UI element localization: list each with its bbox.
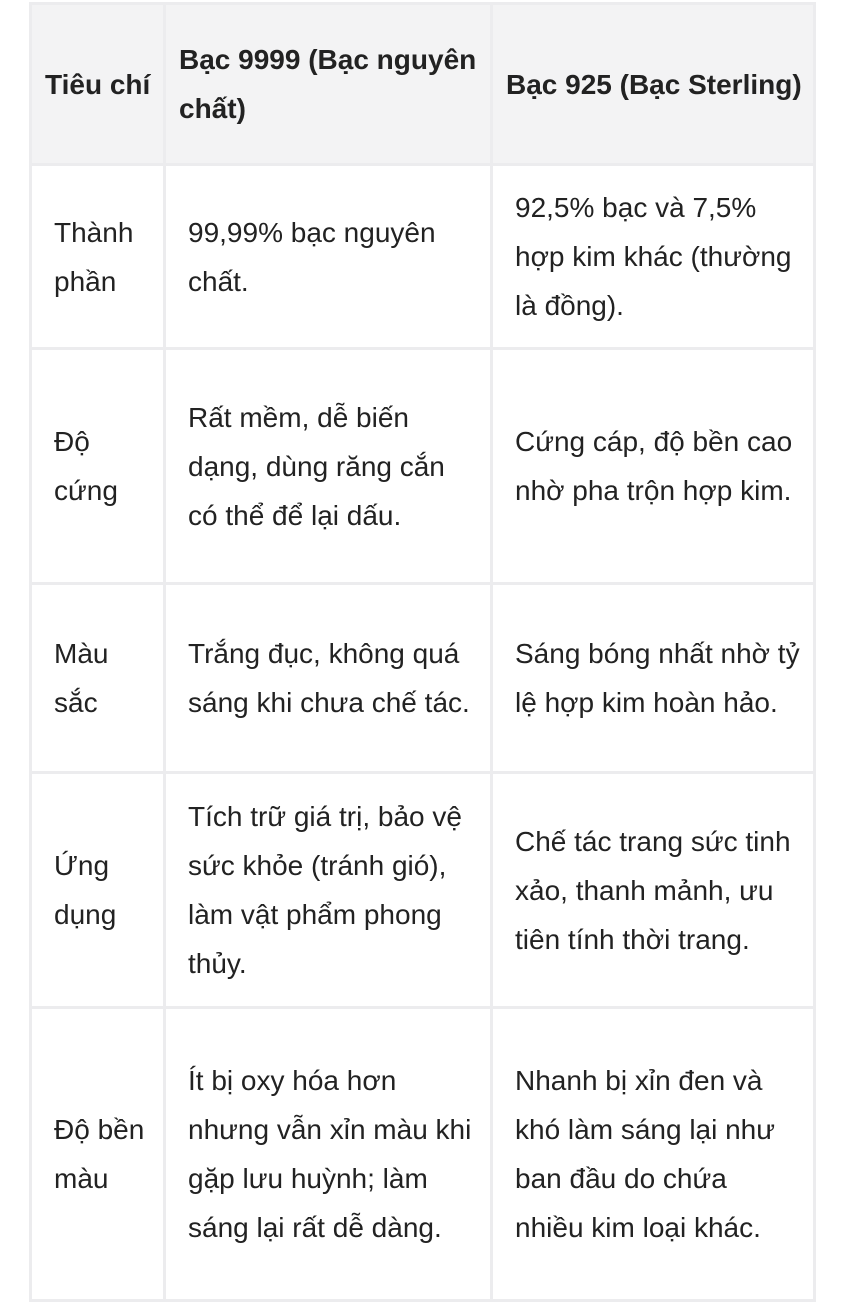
silver-925-cell: Cứng cáp, độ bền cao nhờ pha trộn hợp kim. — [492, 349, 815, 584]
silver-925-cell: Sáng bóng nhất nhờ tỷ lệ hợp kim hoàn hảo. — [492, 584, 815, 773]
silver-9999-cell: Tích trữ giá trị, bảo vệ sức khỏe (tránh gió), làm vật phẩm phong thủy. — [165, 773, 492, 1008]
criterion-cell: Độ cứng — [31, 349, 165, 584]
table-row — [31, 773, 815, 1008]
table-row — [31, 165, 815, 349]
silver-9999-cell: Rất mềm, dễ biến dạng, dùng răng cắn có thể để lại dấu. — [165, 349, 492, 584]
criterion-cell: Thành phần — [31, 165, 165, 349]
table-row — [31, 1008, 815, 1301]
header-criterion: Tiêu chí — [31, 4, 165, 165]
silver-9999-cell: Ít bị oxy hóa hơn nhưng vẫn xỉn màu khi gặp lưu huỳnh; làm sáng lại rất dễ dàng. — [165, 1008, 492, 1301]
silver-9999-cell: 99,99% bạc nguyên chất. — [165, 165, 492, 349]
table-row — [31, 349, 815, 584]
header-row — [31, 4, 815, 165]
silver-925-cell: Nhanh bị xỉn đen và khó làm sáng lại như ban đầu do chứa nhiều kim loại khác. — [492, 1008, 815, 1301]
header-silver-925: Bạc 925 (Bạc Sterling) — [492, 4, 815, 165]
silver-9999-cell: Trắng đục, không quá sáng khi chưa chế tác. — [165, 584, 492, 773]
silver-925-cell: Chế tác trang sức tinh xảo, thanh mảnh, ưu tiên tính thời trang. — [492, 773, 815, 1008]
header-silver-9999: Bạc 9999 (Bạc nguyên chất) — [165, 4, 492, 165]
comparison-table — [29, 2, 816, 1302]
criterion-cell: Ứng dụng — [31, 773, 165, 1008]
table-row — [31, 584, 815, 773]
silver-925-cell: 92,5% bạc và 7,5% hợp kim khác (thường là đồng). — [492, 165, 815, 349]
criterion-cell: Màu sắc — [31, 584, 165, 773]
criterion-cell: Độ bền màu — [31, 1008, 165, 1301]
